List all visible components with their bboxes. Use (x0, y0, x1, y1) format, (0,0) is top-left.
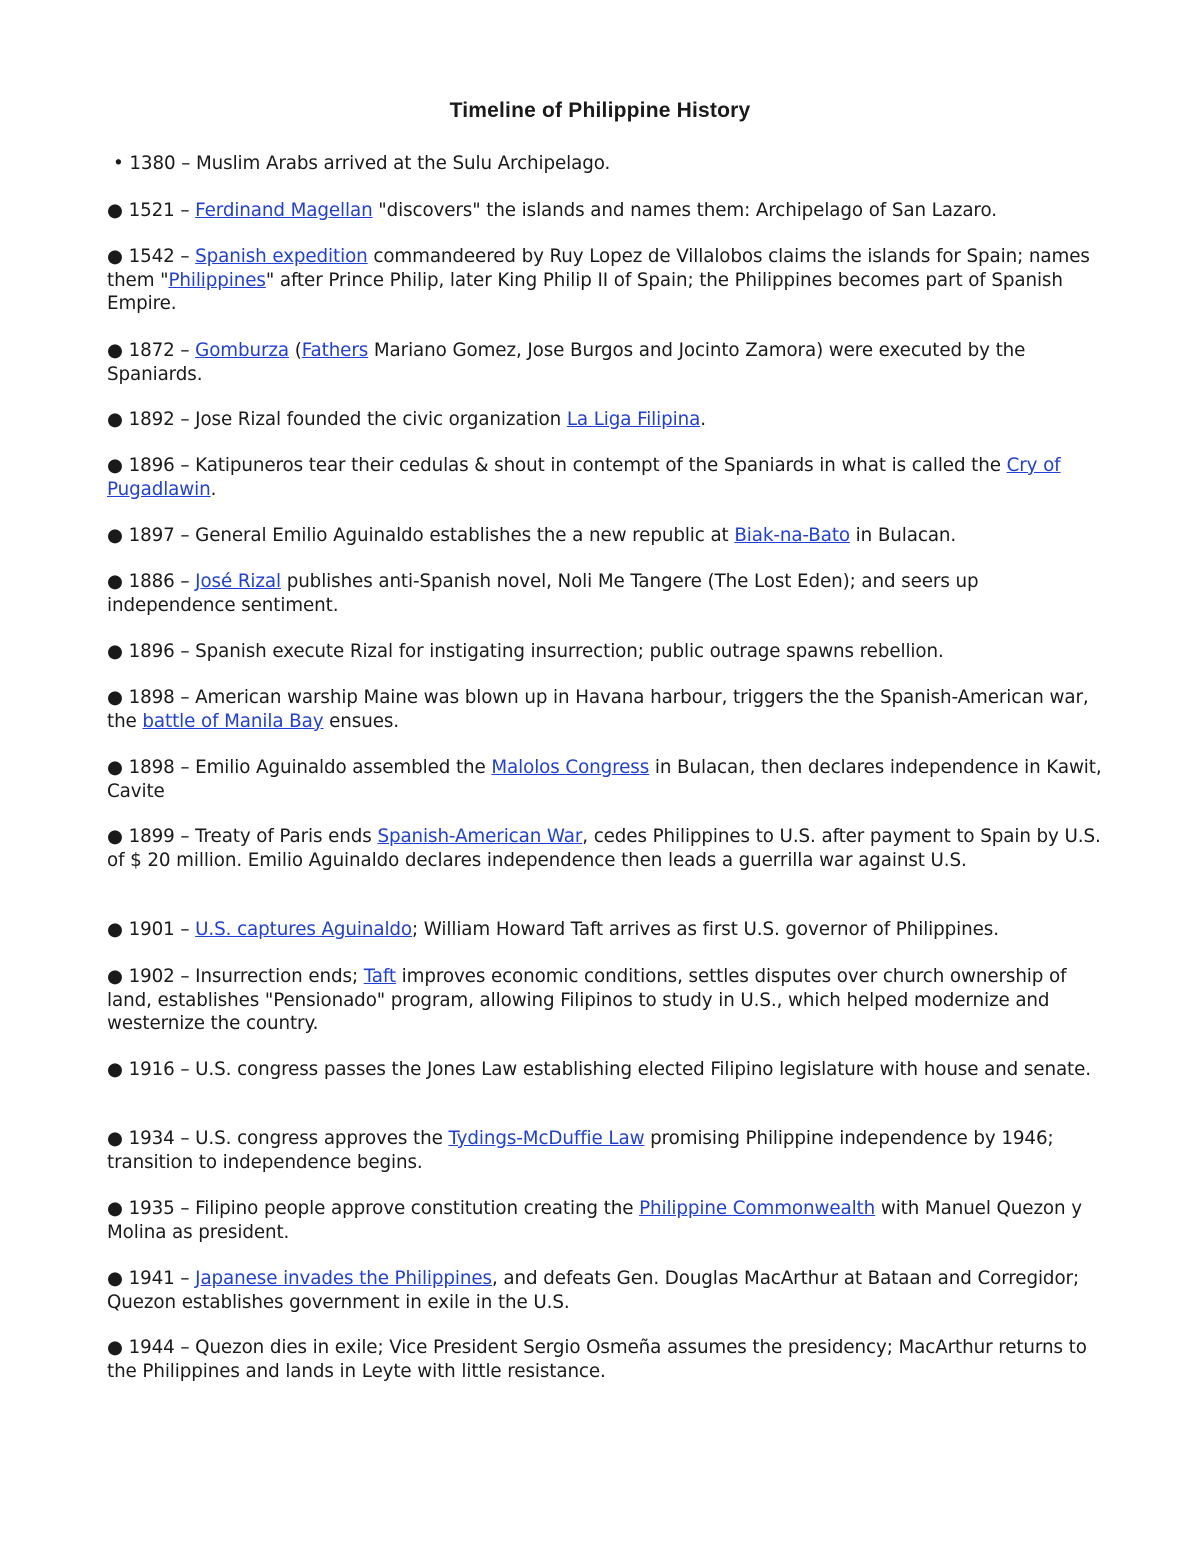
timeline-link[interactable]: Ferdinand Magellan (195, 200, 373, 221)
timeline-entry (107, 408, 1107, 432)
timeline-text: ● 1896 – Katipuneros tear their cedulas & shout in contempt of the Spaniards in what is called the (107, 455, 1007, 476)
timeline-text: in Bulacan, then declares independence in Kawit, Cavite (107, 757, 1102, 802)
timeline-entry (113, 152, 1113, 176)
timeline-entry (107, 339, 1107, 386)
timeline-text: ● 1521 – (107, 200, 196, 221)
timeline-text: promising Philippine independence by 1946; transition to independence begins. (107, 1128, 1054, 1173)
timeline-entry (107, 640, 1107, 664)
timeline-link[interactable]: Philippine Commonwealth (639, 1198, 876, 1219)
timeline-link[interactable]: Japanese invades the Philippines (195, 1268, 492, 1289)
timeline-link[interactable]: Taft (363, 966, 396, 987)
timeline-entry (107, 825, 1107, 872)
timeline-entry (107, 199, 1107, 223)
timeline-text: . (210, 478, 217, 500)
timeline-entry (107, 524, 1107, 548)
timeline-text: , and defeats Gen. Douglas MacArthur at Bataan and Corregidor; Quezon establishes government in exile in the U.S. (107, 1268, 1079, 1313)
timeline-entry (107, 1197, 1107, 1244)
timeline-entry (107, 918, 1107, 942)
timeline-link[interactable]: Fathers (301, 340, 369, 361)
timeline-text: ● 1886 – (107, 571, 196, 592)
timeline-text: ● 1944 – Quezon dies in exile; Vice President Sergio Osmeña assumes the presidency; MacArthur returns to the Philippines and lands in Leyte with little resistance. (107, 1337, 1087, 1382)
timeline-entry (107, 1127, 1107, 1174)
timeline-link[interactable]: Malolos Congress (491, 757, 650, 778)
timeline-entry (107, 245, 1107, 316)
timeline-text: ● 1941 – (107, 1268, 196, 1289)
timeline-link[interactable]: Spanish-American War (377, 826, 583, 847)
timeline-text: ● 1898 – American warship Maine was blown up in Havana harbour, triggers the the Spanish-American war, the (107, 687, 1089, 732)
timeline-text: ● 1916 – U.S. congress passes the Jones Law establishing elected Filipino legislature with house and senate. (107, 1059, 1091, 1080)
timeline-entry (107, 686, 1107, 733)
timeline-text: , cedes Philippines to U.S. after payment to Spain by U.S. of $ 20 million. Emilio Aguinaldo declares independence then leads a guerrilla war against U.S. (107, 826, 1101, 871)
timeline-text: ● 1892 – Jose Rizal founded the civic organization (107, 409, 567, 430)
timeline-text: Mariano Gomez, Jose Burgos and Jocinto Zamora) were executed by the Spaniards. (107, 340, 1026, 385)
timeline-text: commandeered by Ruy Lopez de Villalobos claims the islands for Spain; names them " (107, 246, 1090, 291)
timeline-text: improves economic conditions, settles disputes over church ownership of land, establishes "Pensionado" program, allowing Filipinos to study in U.S., which helped modernize and westernize the country. (107, 966, 1067, 1035)
timeline-link[interactable]: Cry of Pugadlawin (107, 455, 1061, 500)
timeline-text: ● 1902 – Insurrection ends; (107, 966, 364, 987)
page-title: Timeline of Philippine History (449, 99, 751, 122)
timeline-text: • 1380 – Muslim Arabs arrived at the Sulu Archipelago. (113, 153, 611, 174)
timeline-text: "discovers" the islands and names them: Archipelago of San Lazaro. (372, 200, 997, 221)
timeline-entry (107, 454, 1107, 501)
timeline-text: ● 1934 – U.S. congress approves the (107, 1128, 449, 1149)
timeline-entry (107, 1058, 1107, 1082)
timeline-entry (107, 1336, 1107, 1383)
timeline-text: ● 1899 – Treaty of Paris ends (107, 826, 378, 847)
timeline-entry (107, 965, 1107, 1036)
timeline-link[interactable]: Spanish expedition (195, 246, 368, 267)
timeline-entry (107, 570, 1107, 617)
timeline-link[interactable]: battle of Manila Bay (142, 710, 324, 732)
timeline-text: ● 1935 – Filipino people approve constitution creating the (107, 1198, 640, 1219)
timeline-link[interactable]: José Rizal (195, 571, 281, 592)
timeline-text: ● 1901 – (107, 919, 196, 940)
timeline-text: ensues. (323, 710, 399, 732)
timeline-link[interactable]: La Liga Filipina (566, 409, 701, 430)
timeline-text: publishes anti-Spanish novel, Noli Me Tangere (The Lost Eden); and seers up independence sentiment. (107, 571, 979, 616)
timeline-text: in Bulacan. (849, 525, 957, 546)
timeline-text: ● 1542 – (107, 246, 196, 267)
timeline-text: ● 1872 – (107, 340, 196, 361)
timeline-text: ( (289, 340, 302, 361)
timeline-entry (107, 756, 1107, 803)
timeline-text: " after Prince Philip, later King Philip II of Spain; the Philippines becomes part of Spanish Empire. (107, 269, 1063, 315)
timeline-text: ; William Howard Taft arrives as first U.S. governor of Philippines. (412, 919, 999, 940)
timeline-text: ● 1897 – General Emilio Aguinaldo establishes the a new republic at (107, 525, 735, 546)
timeline-link[interactable]: Gomburza (195, 340, 290, 361)
timeline-text: ● 1898 – Emilio Aguinaldo assembled the (107, 757, 492, 778)
timeline-entry (107, 1267, 1107, 1314)
timeline-link[interactable]: Biak-na-Bato (734, 525, 850, 546)
timeline-text: . (700, 409, 706, 430)
timeline-link[interactable]: Tydings-McDuffie Law (448, 1128, 645, 1149)
timeline-text: ● 1896 – Spanish execute Rizal for instigating insurrection; public outrage spawns rebellion. (107, 641, 944, 662)
timeline-text: with Manuel Quezon y Molina as president. (107, 1198, 1082, 1243)
timeline-link[interactable]: U.S. captures Aguinaldo (195, 919, 413, 940)
timeline-link[interactable]: Philippines (168, 269, 266, 291)
